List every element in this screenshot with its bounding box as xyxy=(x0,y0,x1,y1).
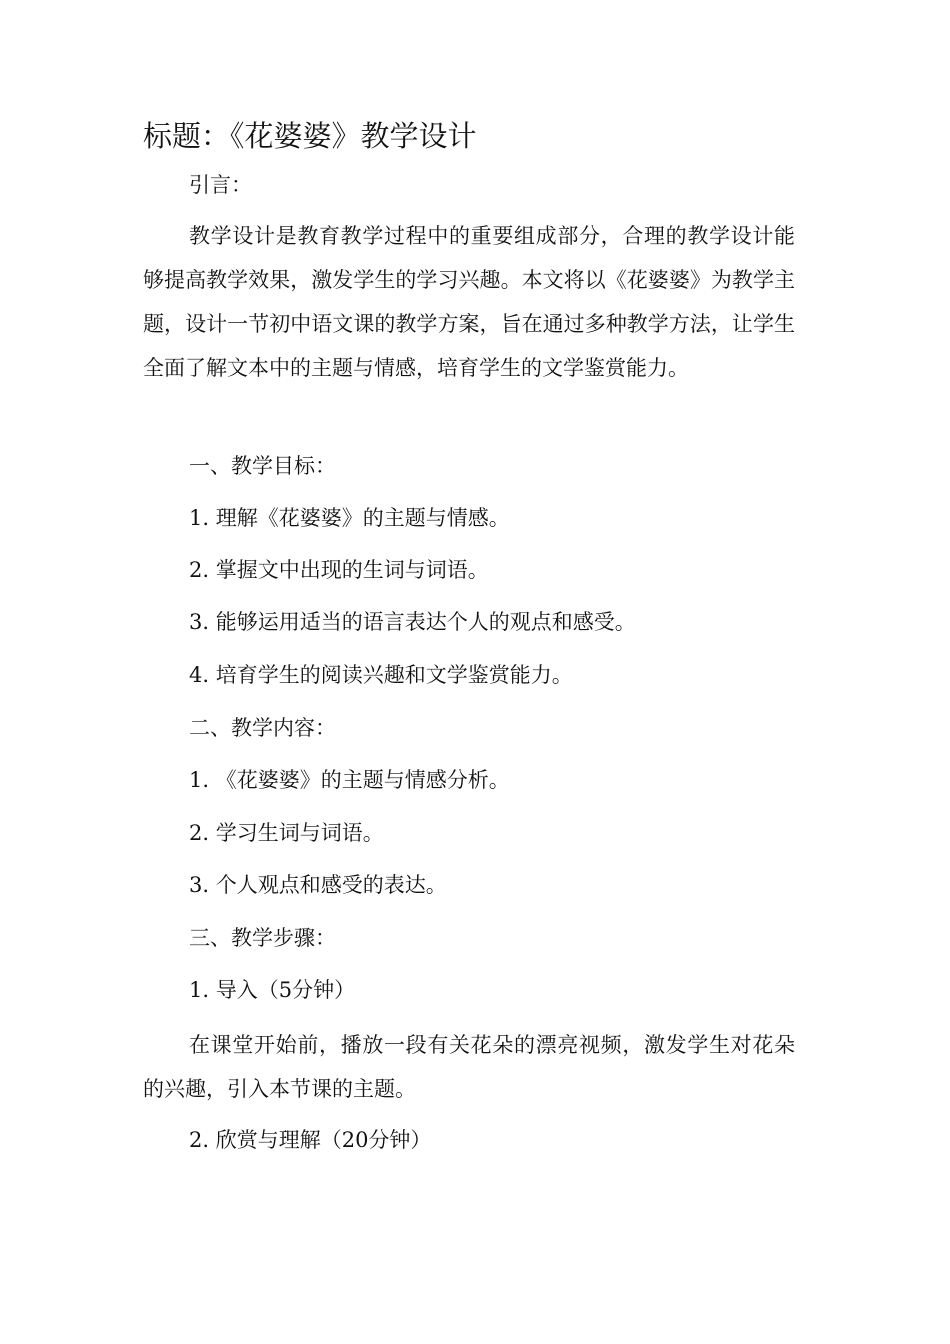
step-title: 1. 导入（5分钟） xyxy=(189,978,356,1002)
intro-heading: 引言： xyxy=(189,173,252,197)
step-description: 在课堂开始前，播放一段有关花朵的漂亮视频，激发学生对花朵的兴趣，引入本节课的主题。 xyxy=(143,1033,795,1101)
section-heading-content: 二、教学内容： xyxy=(189,716,336,740)
content-item: 1. 《花婆婆》的主题与情感分析。 xyxy=(189,768,510,792)
content-item: 2. 学习生词与词语。 xyxy=(189,821,384,845)
goal-item: 3. 能够运用适当的语言表达个人的观点和感受。 xyxy=(189,610,636,634)
document-title: 标题：《花婆婆》教学设计 xyxy=(143,119,477,153)
goal-item: 1. 理解《花婆婆》的主题与情感。 xyxy=(189,506,510,530)
goal-item: 2. 掌握文中出现的生词与词语。 xyxy=(189,558,489,582)
content-item: 3. 个人观点和感受的表达。 xyxy=(189,873,447,897)
section-heading-goals: 一、教学目标： xyxy=(189,454,336,478)
goal-item: 4. 培育学生的阅读兴趣和文学鉴赏能力。 xyxy=(189,663,573,687)
step-title: 2. 欣赏与理解（20分钟） xyxy=(189,1128,432,1152)
section-heading-steps: 三、教学步骤： xyxy=(189,926,336,950)
intro-paragraph: 教学设计是教育教学过程中的重要组成部分，合理的教学设计能够提高教学效果，激发学生的学习兴趣。本文将以《花婆婆》为教学主题，设计一节初中语文课的教学方案，旨在通过多种教学方法，让学生全面了解文本中的主题与情感，培育学生的文学鉴赏能力。 xyxy=(143,224,795,380)
